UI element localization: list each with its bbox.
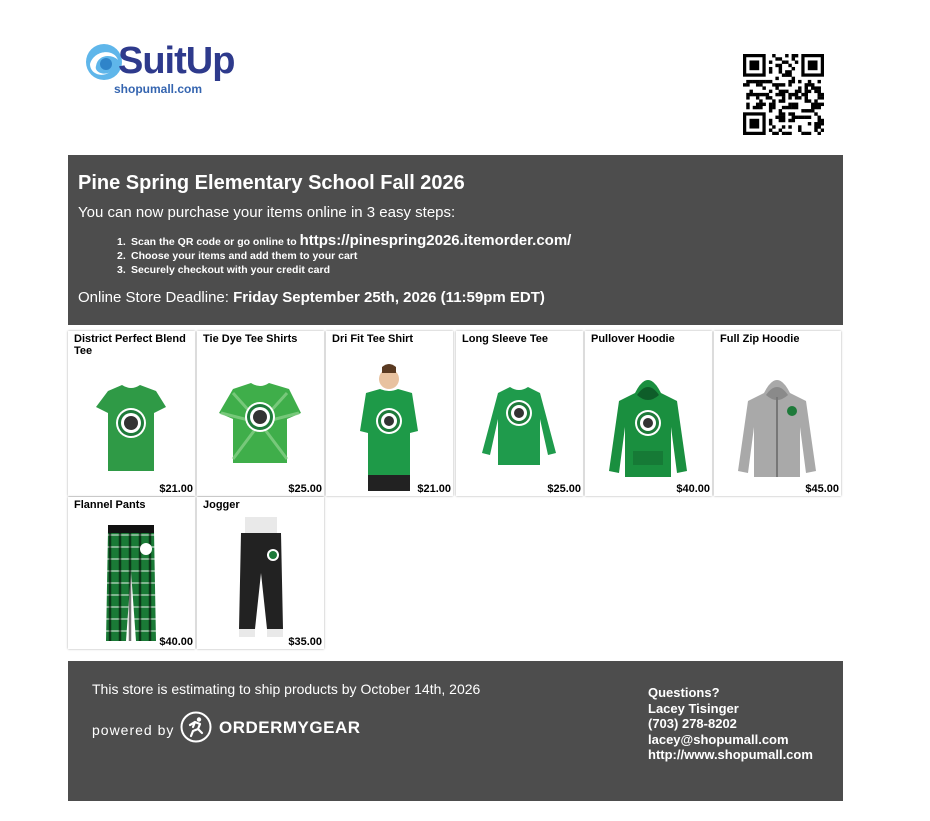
product-name[interactable]: Pullover Hoodie <box>591 333 675 345</box>
ship-estimate: This store is estimating to ship products by October 14th, 2026 <box>92 681 481 697</box>
steps-list <box>117 234 571 277</box>
step-item: 1. Scan the QR code or go online to https://pinespring2026.itemorder.com/ <box>117 232 572 249</box>
deadline: Online Store Deadline: Friday September 25th, 2026 (11:59pm EDT) <box>78 289 545 306</box>
product-price: $21.00 <box>417 483 451 495</box>
instructions-subtitle: You can now purchase your items online in 3 easy steps: <box>78 204 456 221</box>
suitup-logo <box>84 42 244 98</box>
logo-wordmark: SuitUp <box>118 40 235 82</box>
product-name[interactable]: Dri Fit Tee Shirt <box>332 333 414 345</box>
contact-email[interactable]: lacey@shopumall.com <box>648 731 789 747</box>
runner-icon <box>180 711 212 743</box>
product-card[interactable] <box>456 331 583 496</box>
product-card[interactable] <box>585 331 712 496</box>
contact-name: Lacey Tisinger <box>648 700 739 716</box>
contact-phone[interactable]: (703) 278-8202 <box>648 716 737 731</box>
product-price: $40.00 <box>159 636 193 648</box>
step-item: 3. Securely checkout with your credit card <box>117 264 330 276</box>
product-price: $40.00 <box>676 483 710 495</box>
product-image[interactable] <box>197 331 324 496</box>
product-price: $21.00 <box>159 483 193 495</box>
product-name[interactable]: Jogger <box>203 499 240 511</box>
product-price: $45.00 <box>805 483 839 495</box>
product-image[interactable] <box>68 497 195 649</box>
footer-panel <box>68 661 843 801</box>
page-title: Pine Spring Elementary School Fall 2026 <box>78 172 465 194</box>
product-name[interactable]: Tie Dye Tee Shirts <box>203 333 298 345</box>
product-card[interactable] <box>197 497 324 649</box>
product-name[interactable]: Full Zip Hoodie <box>720 333 800 345</box>
product-price: $25.00 <box>288 483 322 495</box>
contact-website[interactable]: http://www.shopumall.com <box>648 747 813 762</box>
contact-heading: Questions? <box>648 685 720 700</box>
product-image[interactable] <box>326 331 453 496</box>
product-image[interactable] <box>714 331 841 496</box>
ordermygear-brand: ORDERMYGEAR <box>219 718 361 737</box>
product-name[interactable]: Long Sleeve Tee <box>462 333 548 345</box>
product-card[interactable] <box>68 497 195 649</box>
powered-by-label: powered by <box>92 722 175 738</box>
product-image[interactable] <box>197 497 324 649</box>
store-info-panel <box>68 155 843 325</box>
product-card[interactable] <box>197 331 324 496</box>
qr-code[interactable] <box>743 54 824 135</box>
product-name[interactable]: Flannel Pants <box>74 499 146 511</box>
product-card[interactable] <box>714 331 841 496</box>
logo-site: shopumall.com <box>114 82 203 96</box>
product-card[interactable] <box>326 331 453 496</box>
product-image[interactable] <box>456 331 583 496</box>
product-card[interactable] <box>68 331 195 496</box>
product-price: $25.00 <box>547 483 581 495</box>
product-price: $35.00 <box>288 636 322 648</box>
store-url-link[interactable]: https://pinespring2026.itemorder.com/ <box>299 232 572 249</box>
product-image[interactable] <box>585 331 712 496</box>
product-name[interactable]: District Perfect Blend Tee <box>74 333 186 357</box>
step-item: 2. Choose your items and add them to your cart <box>117 250 358 262</box>
contact-block <box>648 685 813 763</box>
